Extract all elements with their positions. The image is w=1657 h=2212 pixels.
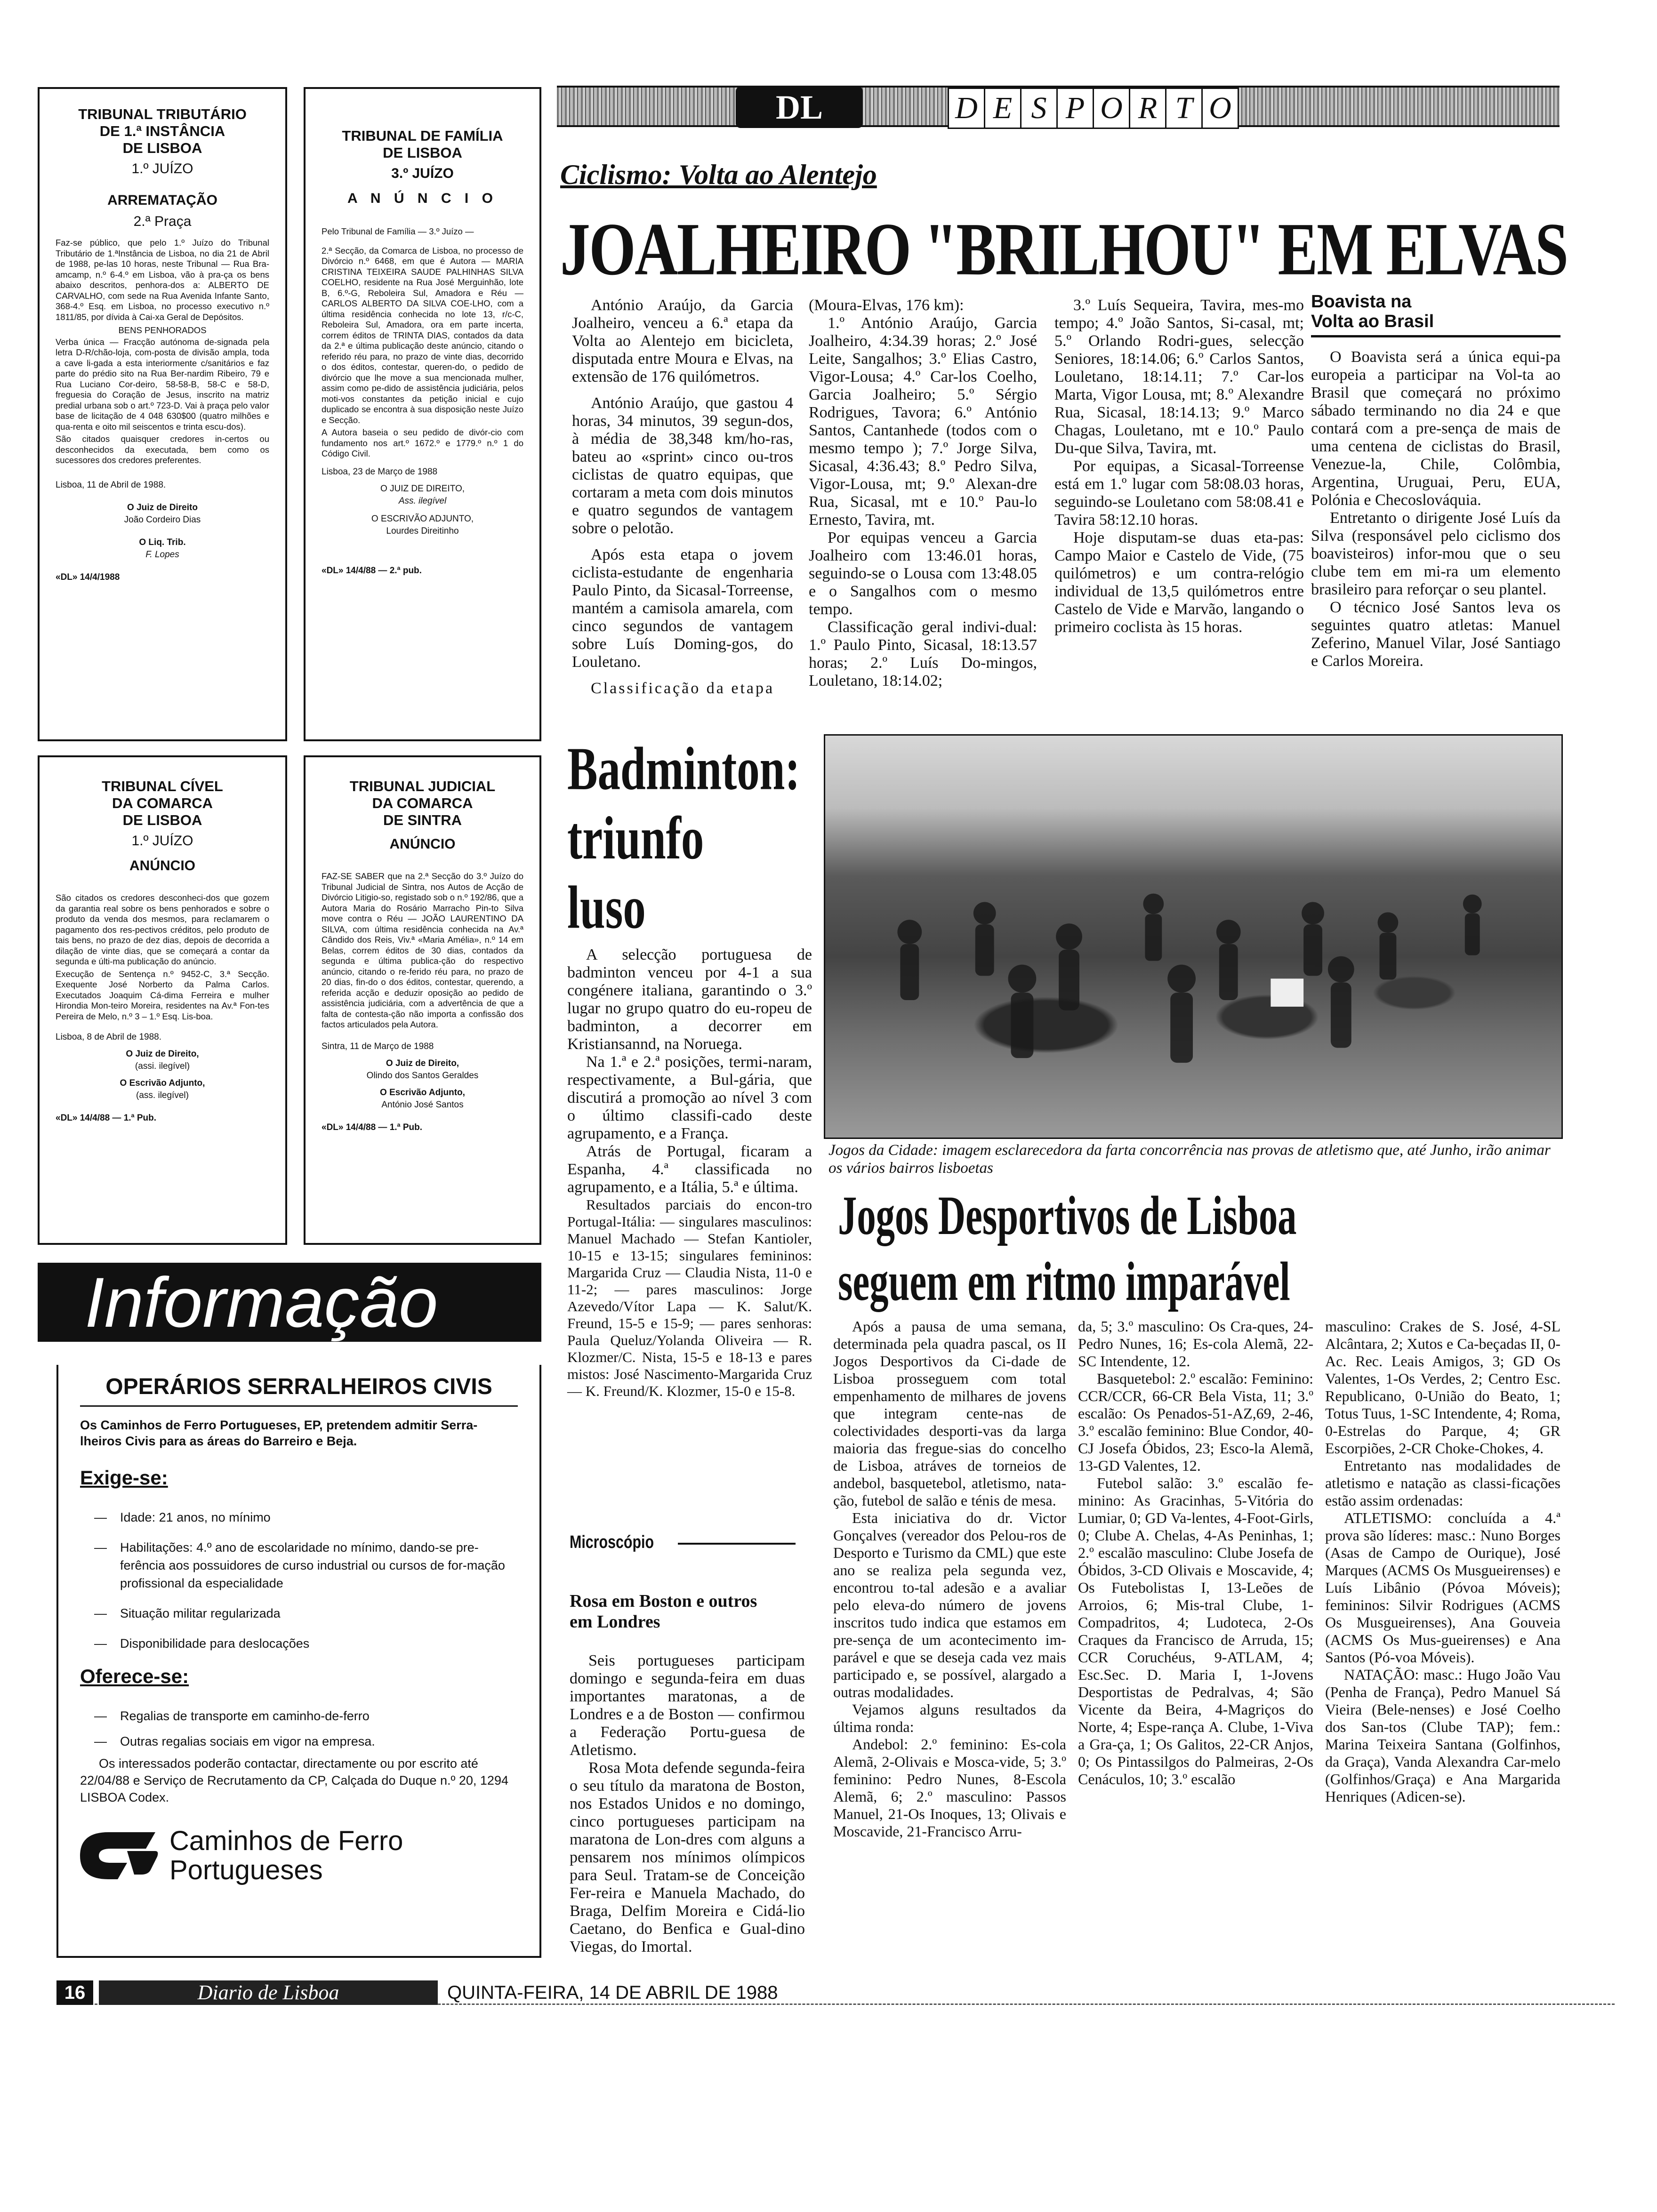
notice-date: Lisboa, 11 de Abril de 1988. <box>56 480 166 490</box>
job-intro: Os Caminhos de Ferro Portugueses, EP, pretendem admitir Serra-lheiros Civis para as áreas do Barreiro e Beja. <box>80 1418 478 1448</box>
notice-title: TRIBUNAL DE FAMÍLIA <box>342 128 503 144</box>
requirements-list <box>80 1508 518 1652</box>
badminton-body <box>567 946 812 1450</box>
paragraph: Entretanto o dirigente José Luís da Silva (responsável pelo ciclismo dos boavisteiros) infor-mou que o seu clube tem em mi-ra um elemento brasileiro para reforçar o seu plantel. <box>1311 509 1560 598</box>
notice-kind: ANÚNCIO <box>129 858 195 874</box>
notice-signatory: O Juiz de Direito, <box>126 1049 199 1059</box>
notice-title: DE SINTRA <box>383 812 462 828</box>
notice-signatory: O Liq. Trib. <box>139 537 186 547</box>
paragraph: NATAÇÃO: masc.: Hugo João Vau (Penha de França), Pedro Manuel Sá Vieira (Bele-nenses) e José Coelho dos San-tos (Clube TAP); fem.: Marina Teixeira Santana (Golfinhos, da Graça), Vanda Alexandra Car-melo (Golfinhos/Graça) e Ana Margarida Henriques (Adicen-se). <box>1325 1666 1560 1805</box>
notice-title: DE LISBOA <box>383 144 462 161</box>
paragraph: 3.º Luís Sequeira, Tavira, mes-mo tempo; 4.º João Santos, Si-casal, mt; 5.º Orlando Rodri-gues, selecção Seniores, 18:14.06; 6.º Carlos Santos, Louletano, 18:14.11; 7.º Car-los Marta, Vigor Lousa, mt; 8.º Alexandre Rua, Sicasal, 18:14.13; 9.º Marco Chagas, Louletano, mt e 10.º Paulo Du-que Silva, Tavira, mt. <box>1054 297 1304 457</box>
jogos-col2 <box>1078 1318 1313 1972</box>
cycling-headline: JOALHEIRO "BRILHOU" EM ELVAS <box>560 208 1568 291</box>
paragraph: Na 1.ª e 2.ª posições, termi-naram, respectivamente, a Bul-gária, que discutirá a promoção ao nível 3 com o último classifi-cado deste agrupamento, e a França. <box>567 1053 812 1142</box>
section-header-bar <box>557 86 1560 127</box>
paragraph: Andebol: 2.º feminino: Es-cola Alemã, 2-Olivais e Mosca-vide, 5; 3.º feminino: Pedro Nunes, 8-Escola Alemã, 6; 2.º masculino: Passos Manuel, 21-Os Inoques, 13; Olivais e Moscavide, 21-Francisco Arru- <box>833 1736 1066 1840</box>
notice-title: TRIBUNAL TRIBUTÁRIO <box>78 106 247 122</box>
job-title: OPERÁRIOS SERRALHEIROS CIVIS <box>80 1374 518 1407</box>
paragraph: Rosa Mota defende segunda-feira o seu título da maratona de Boston, nos Estados Unidos e no domingo, cinco portugueses participam na maratona de Lon-dres com alguns a pensarem nos mínimos olímpicos para Seul. Tratam-se de Conceição Fer-reira e Manuela Machado, do Braga, Delfim Moreira e Cidá-lio Caetano, do Benfica e Gual-dino Viegas, do Imortal. <box>570 1759 805 1956</box>
notice-publication: «DL» 14/4/88 — 2.ª pub. <box>322 565 422 576</box>
paragraph: Após a pausa de uma semana, determinada pela quadra pascal, os II Jogos Desportivos da Ci-dade de Lisboa prosseguem com total empenhamento de milhares de jovens que integram cente-nas de colectividades desporti-vas da larga maioria das fregue-sias do concelho de Lisboa, atráves de torneios de andebol, basquetebol, atletismo, nata-ção, futebol de salão e ténis de mesa. <box>833 1318 1066 1509</box>
paragraph: masculino: Crakes de S. José, 4-SL Alcântara, 2; Xutos e Ca-beçadas II, 0-Ac. Rec. Leais Amigos, 3; GD Os Valentes, 1-Os Verdes, 2; Centro Esc. Republicano, 0-União do Beato, 1; Totus Tuus, 1-SC Intendente, 4; Roma, 0-Estrelas do Parque, 4; GR Escorpiões, 2-CR Choke-Chokes, 4. <box>1325 1318 1560 1457</box>
notice-body: A Autora baseia o seu pedido de divór-cio com fundamento nos art.º 1672.º e 1779.º n.º 1 do Código Civil. <box>322 427 523 458</box>
paragraph: A selecção portuguesa de badminton venceu por 4-1 a sua congénere italiana, garantindo o 3.º lugar no grupo quatro do eu-ropeu de badminton, a decorrer em Kristiansannd, na Noruega. <box>567 946 812 1053</box>
notice-kind: ANÚNCIO <box>389 836 456 852</box>
notice-publication: «DL» 14/4/88 — 1.ª Pub. <box>322 1122 423 1132</box>
legal-notice-tributario <box>38 87 287 741</box>
microscopio-label: Microscópio <box>570 1532 654 1552</box>
notice-signatory: O JUIZ DE DIREITO, <box>380 483 465 494</box>
notice-body: Execução de Sentença n.º 9452-C, 3.ª Secção. Exequente José Norberto da Palma Carlos. Executados Joaquim Cá-dima Ferreira e mulher Hirondia Mon-teiro Moreira, residentes na Av.ª Fon-tes Pereira de Melo, n.º 3 – 1.º Esq. Lis-boa. <box>56 969 269 1021</box>
paragraph: António Araújo, que gastou 4 horas, 34 minutos, 39 segun-dos, à média de 38,348 km/ho-ras, bateu ao «sprint» cinco ou-tros ciclistas de quatro equipas, que cortaram a meta com dois minutos e quatro segundos de vantagem sobre o pelotão. <box>572 394 793 537</box>
legal-notice-civel <box>38 755 287 1245</box>
paragraph: Futebol salão: 3.º escalão fe-minino: As Gracinhas, 5-Vitória do Lumiar, 0; GD Va-lentes, 4-Foot-Girls, 0; Clube A. Chelas, 4-As Peninhas, 1; 2.º escalão masculino: Clube Josefa de Óbidos, 3-CD Olivais e Moscavide, 4; Os Futebolistas I, 13-Leões de Arroios, 6; Mis-tral Clube, 1-Compadritos, 4; Ludoteca, 2-Os Craques da Francisco de Arruda, 15; CCR Coruchéus, 9-ATLAM, 4; Esc.Sec. D. Maria I, 1-Jovens Desportistas de Pedralvas, 4; São Vicente da Beira, 4-Magriços do Norte, 4; Espe-rança A. Clube, 1-Viva a Gra-ça, 1; Os Galitos, 22-CR Anjos, 0; Os Pintassilgos do Palmeiras, 2-Os Cenáculos, 10; 3.º escalão <box>1078 1475 1313 1787</box>
notice-kind: A N Ú N C I O <box>347 191 498 206</box>
footer-bar <box>56 1980 1615 2005</box>
notice-signatory: O Escrivão Adjunto, <box>380 1087 465 1098</box>
section-letter: S <box>1020 88 1058 129</box>
requirement-item: — Habilitações: 4.º ano de escolaridade no mínimo, dando-se pre-ferência aos possuidores de curso industrial ou cursos de for-mação profissional da especialidade <box>94 1540 505 1590</box>
jogos-col3 <box>1325 1318 1560 1972</box>
offer-item: — Outras regalias sociais em vigor na empresa. <box>94 1734 375 1748</box>
paragraph: ATLETISMO: concluída a 4.ª prova são líderes: masc.: Nuno Borges (Asas de Campo de Ourique), José Marques (ACMS Os Musgueirenses) e Luís Libânio (Póvoa Móveis); femininos: Silvir Rodrigues (ACMS Os Musgueirenses), Ana Gouveia (ACMS Os Mus-gueirenses) e Ana Santos (Pó-voa Móveis). <box>1325 1509 1560 1666</box>
cycling-col1 <box>572 297 793 701</box>
paragraph: (Moura-Elvas, 176 km): <box>809 297 964 314</box>
newspaper-name: Diario de Lisboa <box>99 1980 438 2005</box>
requirement-item: — Idade: 21 anos, no mínimo <box>94 1510 271 1524</box>
notice-signature: (assi. ilegível) <box>135 1061 190 1071</box>
badminton-headline: Badminton: triunfo luso <box>567 735 800 941</box>
cycling-kicker: Ciclismo: Volta ao Alentejo <box>560 159 877 190</box>
offers-title: Oferece-se: <box>80 1665 189 1687</box>
section-title <box>948 88 1238 129</box>
section-letter: E <box>984 88 1022 129</box>
notice-publication: «DL» 14/4/88 — 1.ª Pub. <box>56 1113 157 1123</box>
paragraph: Classificação geral indivi-dual: 1.º Paulo Pinto, Sicasal, 18:13.57 horas; 2.º Luís Do-mingos, Louletano, 18:14.02; <box>809 618 1037 689</box>
paragraph: Classificação da etapa <box>591 680 775 697</box>
jogos-headline-line2: seguem em ritmo imparável <box>838 1250 1290 1313</box>
notice-signature: (ass. ilegível) <box>136 1090 189 1100</box>
informacao-banner: Informação <box>38 1263 541 1342</box>
notice-date: Lisboa, 23 de Março de 1988 <box>322 466 438 477</box>
cp-logo-line2: Portugueses <box>169 1855 323 1885</box>
microscopio-title: Rosa em Boston e outros em Londres <box>570 1591 757 1632</box>
photo-caption: Jogos da Cidade: imagem esclarecedora da farta concorrência nas provas de atletismo que, até Junho, irão animar os vários bairros lisboetas <box>828 1142 1551 1177</box>
section-letter: O <box>1201 88 1239 129</box>
section-letter: D <box>948 88 985 129</box>
notice-signature: Ass. ilegível <box>398 496 447 506</box>
notice-title: DE 1.ª INSTÂNCIA <box>99 123 225 139</box>
cp-logo-line1: Caminhos de Ferro <box>169 1826 403 1856</box>
notice-subhead: BENS PENHORADOS <box>118 325 207 335</box>
notice-date: Sintra, 11 de Março de 1988 <box>322 1041 434 1051</box>
jogos-col1 <box>833 1318 1066 1972</box>
paragraph: O Boavista será a única equi-pa europeia a participar na Vol-ta ao Brasil que começará no próximo sábado terminando no dia 24 e que contará com a pre-sença de mais de uma centena de ciclistas do Brasil, Venezue-la, Chile, Colômbia, Argentina, Uruguai, Peru, EUA, Polónia e Checoslováquia. <box>1311 348 1560 509</box>
notice-signatory: O ESCRIVÃO ADJUNTO, <box>371 513 474 524</box>
microscopio-rule <box>678 1543 796 1545</box>
notice-publication: «DL» 14/4/1988 <box>56 572 120 582</box>
section-letter: T <box>1165 88 1203 129</box>
paragraph: O técnico José Santos leva os seguintes quatro atletas: Manuel Zeferino, Manuel Vilar, José Santiago e Carlos Moreira. <box>1311 599 1560 670</box>
paragraph: Vejamos alguns resultados da última ronda: <box>833 1701 1066 1735</box>
notice-title: TRIBUNAL CÍVEL <box>102 778 223 794</box>
athletics-photo <box>824 734 1563 1139</box>
paragraph: António Araújo, da Garcia Joalheiro, venceu a 6.ª etapa da Volta ao Alentejo em bicicleta, disputada entre Moura e Elvas, na extensão de 176 quilómetros. <box>572 297 793 385</box>
requirement-item: — Situação militar regularizada <box>94 1606 281 1620</box>
cp-logo <box>75 1827 518 1885</box>
paragraph: da, 5; 3.º masculino: Os Cra-ques, 24-Pedro Nunes, 16; Es-cola Alemã, 22-SC Intendente, 12. <box>1078 1318 1313 1370</box>
paragraph: Basquetebol: 2.º escalão: Feminino: CCR/CCR, 66-CR Bela Vista, 11; 3.º escalão: Os Penados-51-AZ,69, 2-46, 3.º escalão feminino: Blue Condor, 40-CJ Josefa Óbidos, 23; Esco-la Alemã, 13-GD Valentes, 12. <box>1078 1370 1313 1474</box>
notice-signatory: O Escrivão Adjunto, <box>120 1078 205 1088</box>
notice-signature: Olindo dos Santos Geraldes <box>366 1070 479 1081</box>
paragraph: Hoje disputam-se duas eta-pas: Campo Maior e Castelo de Vide, (75 quilómetros) e um contra-relógio individual de 13,5 quilómetros entre Castelo de Vide e Marvão, langando o primeiro coclista às 15 horas. <box>1054 529 1304 636</box>
paragraph: Atrás de Portugal, ficaram a Espanha, 4.ª classificada no agrupamento, e a Itália, 5.ª e última. <box>567 1143 812 1196</box>
notice-signature: António José Santos <box>381 1099 464 1110</box>
notice-kind: ARREMATAÇÃO <box>107 192 217 208</box>
boavista-body <box>1311 348 1560 715</box>
section-letter: R <box>1129 88 1166 129</box>
paragraph: Por equipas, a Sicasal-Torreense está em 1.º lugar com 58:08.03 horas, seguindo-se Louletano com 58:08.41 e Tavira 58:12.10 horas. <box>1054 457 1304 529</box>
paragraph: Seis portugueses participam domingo e segunda-feira em duas importantes maratonas, a de Londres e a de Boston — confirmou a Federação Portu-guesa de Atletismo. <box>570 1652 805 1759</box>
cycling-col3 <box>1054 297 1304 701</box>
notice-title: DE LISBOA <box>122 812 202 828</box>
notice-date: Lisboa, 8 de Abril de 1988. <box>56 1032 162 1042</box>
notice-signature: João Cordeiro Dias <box>124 514 201 525</box>
legal-notice-familia <box>304 87 541 741</box>
boavista-title: Boavista na Volta ao Brasil <box>1311 292 1434 331</box>
notice-juizo: 3.º JUÍZO <box>391 166 454 181</box>
notice-body: FAZ-SE SABER que na 2.ª Secção do 3.º Juízo do Tribunal Judicial de Sintra, nos Autos de Acção de Divórcio Litigio-so, registado sob o n.º 192/86, que a Autora Maria do Rosário Marracho Pin-to Silva move contra o Réu — JOÃO LAURENTINO DA SILVA, com última residência conhecida na Av.ª Cândido dos Reis, Viv.ª «Maria Amélia», n.º 14 em Belas, correm éditos de 30 dias, contados da segunda e última publica-ção do respectivo anúncio, citando o re-ferido réu para, no prazo de 20 dias, fin-do o dos éditos, contestar, querendo, a referida acção e deduzir oposição ao pedido de assistência judiciária, com a advertência de que a falta de contesta-ção não importa a confissão dos factos articulados pela Autora. <box>322 871 523 1029</box>
jogos-headline-line1: Jogos Desportivos de Lisboa <box>838 1185 1297 1247</box>
page-number: 16 <box>56 1980 93 2005</box>
microscopio-body <box>570 1652 805 1977</box>
cp-logo-icon <box>75 1827 160 1884</box>
contact-info: Os interessados poderão contactar, directamente ou por escrito até 22/04/88 e Serviço de Recrutamento da CP, Calçada do Duque n.º 20, 1294 LISBOA Codex. <box>80 1756 508 1804</box>
offers-list <box>80 1707 518 1750</box>
boavista-divider <box>1311 335 1560 337</box>
notice-body: 2.ª Secção, da Comarca de Lisboa, no processo de Divórcio n.º 6468, em que é Autora — MARIA CRISTINA TEIXEIRA SAUDE PALHINHAS SILVA COELHO, residente na Rua José Merguinhão, lote B, 6.º-G, Reboleira Sul, Amadora e Réu — CARLOS ALBERTO DA SILVA COE-LHO, com a última residência conhecida no lote 13, r/c-C, Reboleira Sul, Amadora, ora em parte incerta, correm éditos de TRINTA DIAS, contados da data da 2.ª e última publicação deste anúncio, citando o referido réu para, no prazo de vinte dias, decorrido o dos éditos, contestar, queren-do, o pedido de divórcio que lhe move a sua mencionada mulher, assim como pe-dido de assistência judiciária, pelos moti-vos constantes da petição inicial e cujo duplicado se encontra à sua disposição neste Juízo e Secção. <box>322 245 523 425</box>
notice-body: Faz-se público, que pelo 1.º Juízo do Tribunal Tributário de 1.ªInstância de Lisboa, no dia 21 de Abril de 1988, pe-las 10 horas, neste Tribunal — Rua Bra-amcamp, n.º 6-4.º em Lisboa, vão à pra-ça os bens abaixo descritos, penhora-dos a: ALBERTO DE CARVALHO, com sede na Rua Avenida Infante Santo, 368-4.º Esq. em Lisboa, no processo executivo n.º 1811/85, por dívida à Cai-xa Geral de Depósitos. <box>56 238 269 322</box>
notice-title: DA COMARCA <box>112 795 213 811</box>
paragraph: Após esta etapa o jovem ciclista-estudante de engenharia Paulo Pinto, da Sicasal-Torreense, mantém a camisola amarela, com cinco segundos de vantagem sobre Luís Doming-gos, do Louletano. <box>572 546 793 671</box>
section-letter: O <box>1093 88 1130 129</box>
legal-notice-sintra <box>304 755 541 1245</box>
notice-intro: Pelo Tribunal de Família — 3.º Juízo — <box>322 226 474 236</box>
notice-signatory: O Juiz de Direito, <box>386 1058 459 1068</box>
notice-praca: 2.ª Praça <box>133 214 192 229</box>
notice-juizo: 1.º JUÍZO <box>131 161 193 176</box>
notice-signatory: O Juiz de Direito <box>127 502 198 513</box>
issue-date: QUINTA-FEIRA, 14 DE ABRIL DE 1988 <box>447 1982 778 2003</box>
paragraph: Por equipas venceu a Garcia Joalheiro com 13:46.01 horas, seguindo-se o Lousa com 13:48.05 e o Sangalhos com o mesmo tempo. <box>809 529 1037 618</box>
requirement-item: — Disponibilidade para deslocações <box>94 1636 310 1651</box>
paragraph: 1.º António Araújo, Garcia Joalheiro, 4:34.39 horas; 2.º José Leite, Sangalhos; 3.º Elias Castro, Vigor-Lousa; 4.º Car-los Coelho, Garcia Joalheiro; 5.º Sérgio Rodrigues, Tavora; 6.º António Santos, Cantanhede (todos com o mesmo tempo ); 7.º Jorge Silva, Sicasal, 4:36.43; 8.º Pedro Silva, Vigor-Lousa, mt; 9.º Alexan-dre Rua, Sicasal, mt e 10.º Pau-lo Ernesto, Tavira, mt. <box>809 314 1037 529</box>
notice-body: São citados os credores desconheci-dos que gozem da garantia real sobre os bens penhorados e sobre o produto da venda dos mesmos, para reclamarem o pagamento dos res-pectivos créditos, pelo produto de tais bens, no prazo de dez dias, depois de decorrida a dilação de vinte dias, que se começará a contar da segunda e últi-ma publicação do anúncio. <box>56 893 269 966</box>
cycling-col2 <box>809 297 1037 701</box>
runners-illustration <box>825 736 1561 1138</box>
offer-item: — Regalias de transporte em caminho-de-ferro <box>94 1709 370 1723</box>
notice-title: DE LISBOA <box>122 140 202 156</box>
notice-body: São citados quaisquer credores in-certos ou desconhecidos da executada, bem como os sucessores dos credores preferentes. <box>56 434 269 465</box>
paragraph: Esta iniciativa do dr. Victor Gonçalves (vereador dos Pelou-ros de Desporto e Turismo da CML) que este ano se realiza pela segunda vez, encontrou to-tal adesão e a avaliar pelo eleva-do número de jovens inscritos tudo indica que estamos em pre-sença de um acontecimento im-parável e que se deseja cada vez mais participado e, se possível, alargado a outras modalidades. <box>833 1509 1066 1700</box>
notice-juizo: 1.º JUÍZO <box>131 833 193 849</box>
job-ad <box>56 1365 541 1958</box>
paragraph: Resultados parciais do encon-tro Portugal-Itália: — singulares masculinos: Manuel Machado — Stefan Kantioler, 10-15 e 13-15; singulares femininos: Margarida Cruz — Claudia Nista, 11-0 e 11-2; — pares masculinos: Jorge Azevedo/Vítor Lapa — K. Salut/K. Freund, 15-5 e 15-9; — pares senhoras: Paula Queluz/Yolanda Oliveira — R. Klozmer/C. Nista, 15-5 e 18-13 e pares mistos: José Nascimento-Margarida Cruz — K. Freund/K. Klozmer, 15-0 e 15-8. <box>567 1196 812 1399</box>
dl-logo: DL <box>736 87 863 128</box>
notice-signature: Lourdes Direitinho <box>386 526 459 536</box>
notice-title: TRIBUNAL JUDICIAL <box>349 778 496 794</box>
requirements-title: Exige-se: <box>80 1467 168 1489</box>
paragraph: Entretanto nas modalidades de atletismo e natação as classi-ficações estão assim ordenadas: <box>1325 1457 1560 1509</box>
notice-signature: F. Lopes <box>145 549 179 560</box>
notice-title: DA COMARCA <box>372 795 473 811</box>
notice-body: Verba única — Fracção autónoma de-signada pela letra D-R/chão-loja, com-posta de divisão ampla, toda a cave li-gada a esta interiormente c/sanitários e faz parte do prédio sito na Rua Ber-nardim Ribeiro, 79 e Rua Luciano Cor-deiro, 58-58-B, 58-C e 58-D, freguesia do Coração de Jesus, inscrito na matriz predial urbana sob o art.º 723-D. Vai à praça pelo valor base de licitação de 4 048 630$00 (quatro milhões e qua-renta e oito mil seiscentos e trinta escu-dos). <box>56 337 269 432</box>
section-letter: P <box>1056 88 1094 129</box>
